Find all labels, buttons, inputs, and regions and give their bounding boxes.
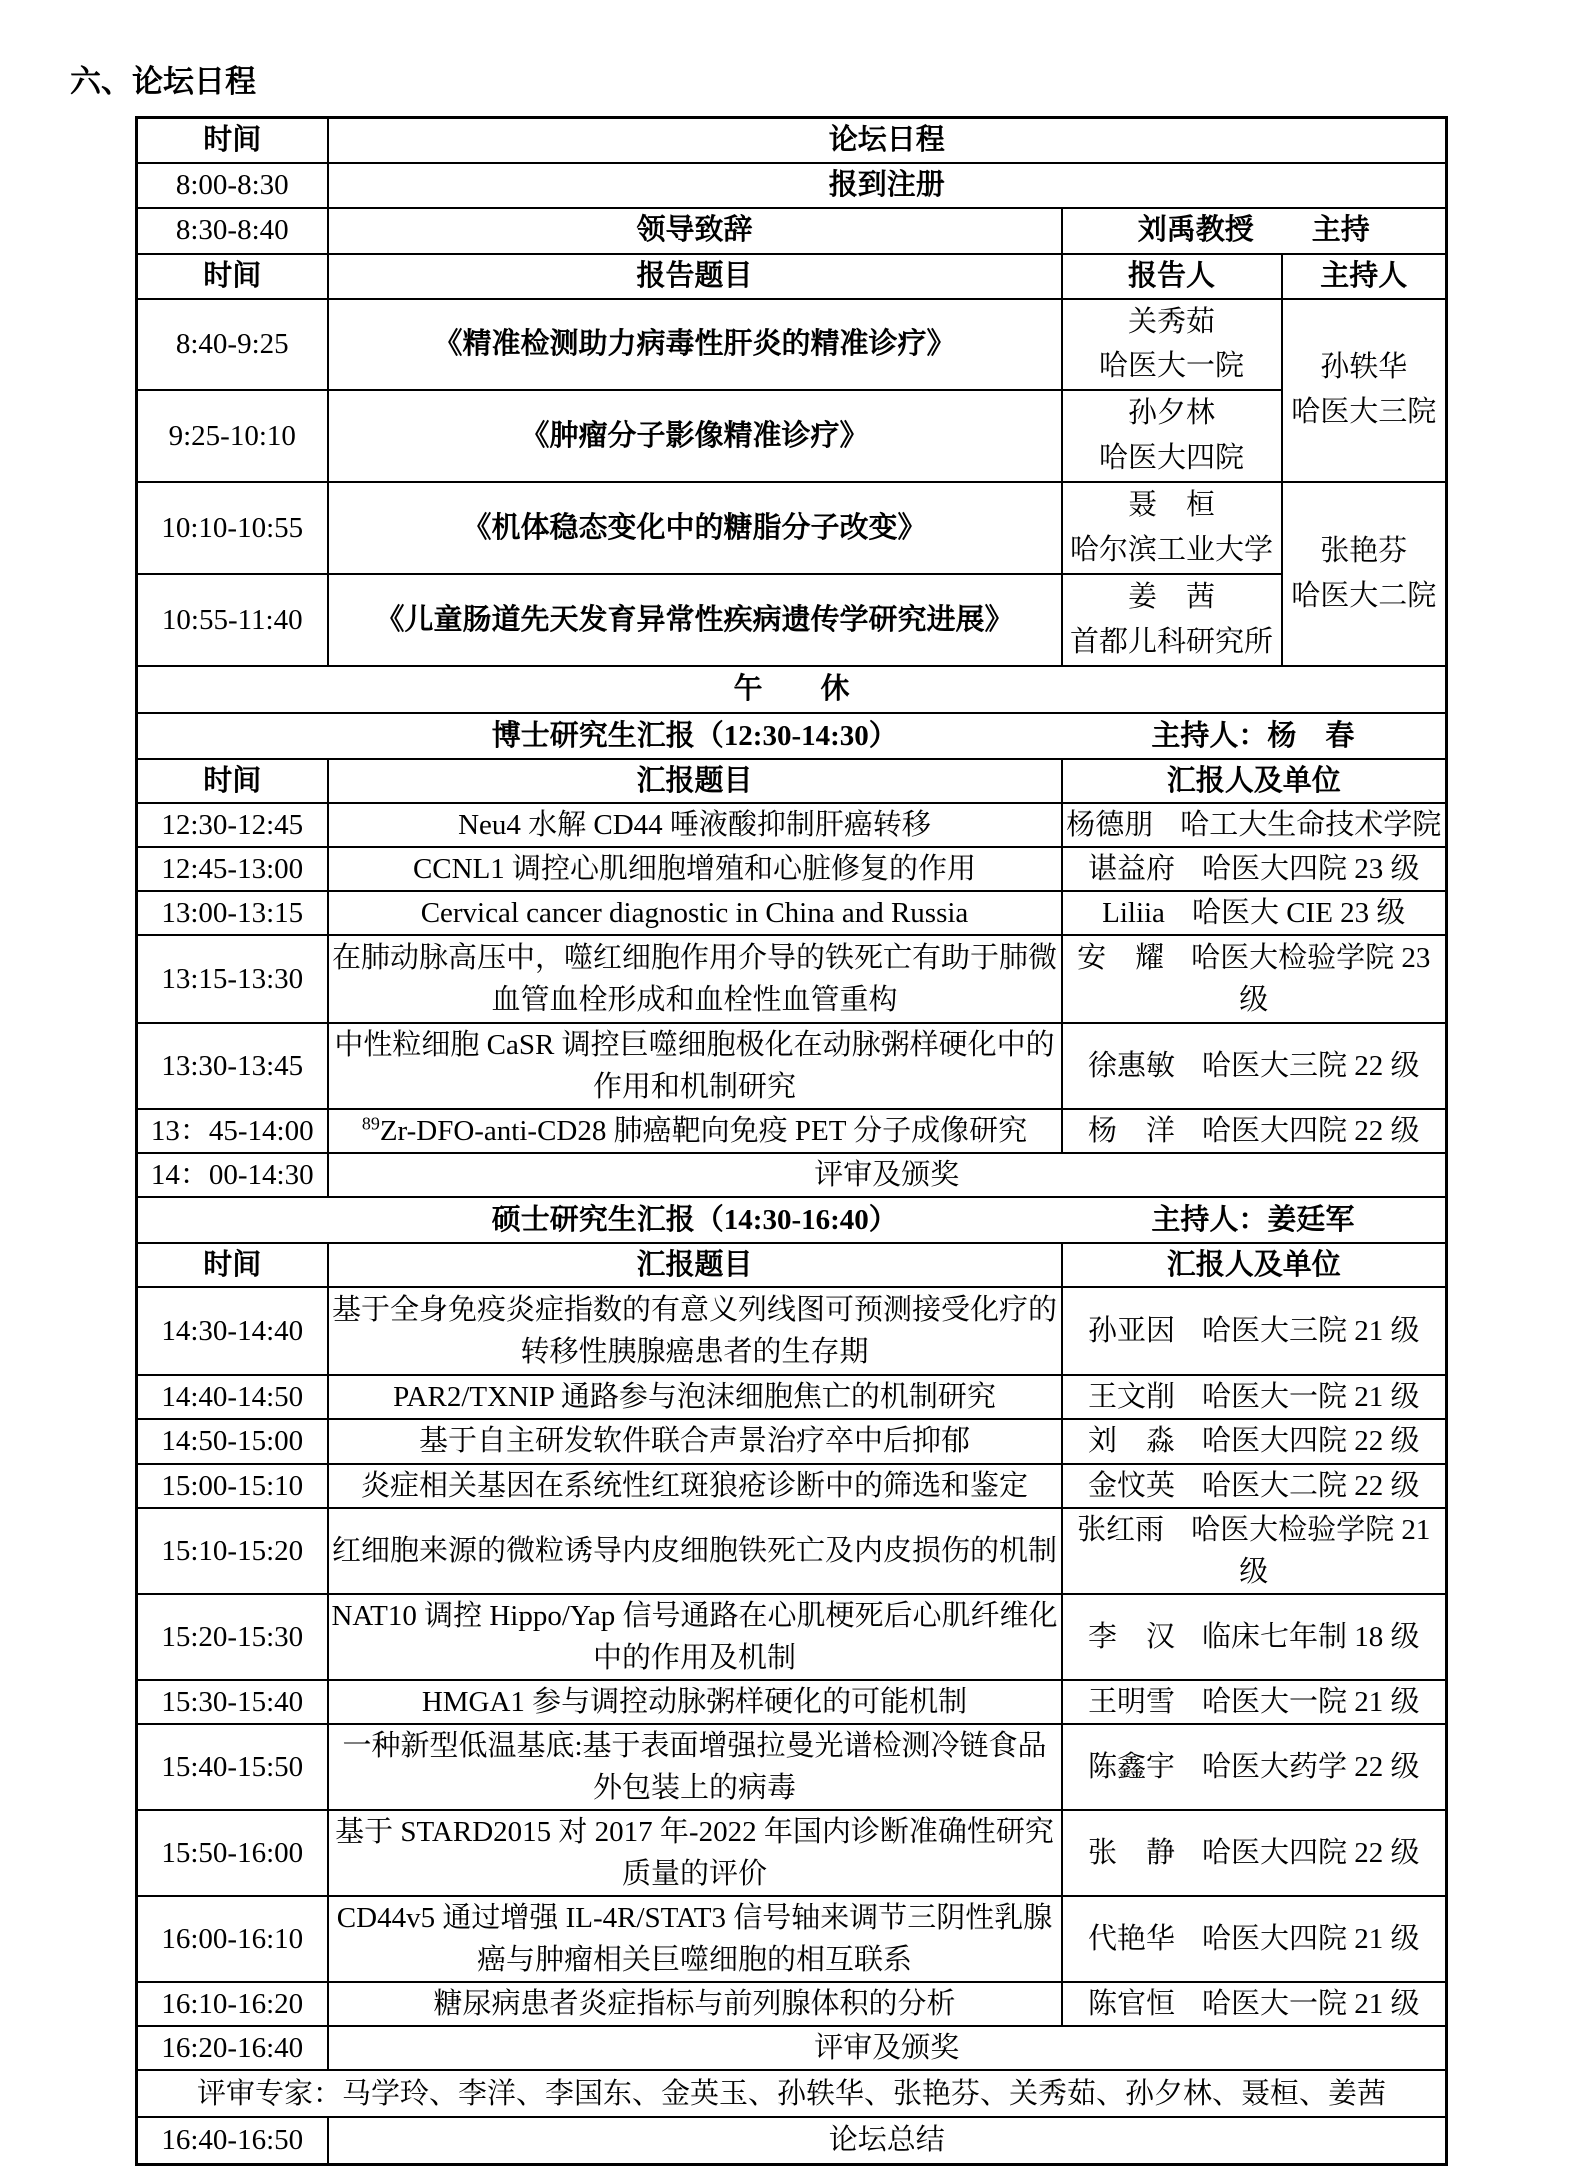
talk-time: 9:25-10:10 xyxy=(137,390,328,482)
presenter-unit: 哈医大四院 23 级 xyxy=(1202,853,1420,886)
isotope-superscript: 89 xyxy=(361,1113,380,1134)
talk-title: 《肿瘤分子影像精准诊疗》 xyxy=(328,390,1062,482)
talk-presenter xyxy=(1062,1594,1447,1680)
talk-title: 糖尿病患者炎症指标与前列腺体积的分析 xyxy=(328,1982,1062,2026)
presenter-name: 陈官恒 xyxy=(1087,1988,1175,2021)
col-header-host: 主持人 xyxy=(1282,254,1447,299)
talk-title: 中性粒细胞 CaSR 调控巨噬细胞极化在动脉粥样硬化中的作用和机制研究 xyxy=(328,1023,1062,1109)
talk-time: 14:40-14:50 xyxy=(137,1375,328,1419)
table-row xyxy=(137,2026,1447,2070)
talk-time: 15:40-15:50 xyxy=(137,1724,328,1810)
talk-time: 13:00-13:15 xyxy=(137,891,328,935)
speaker-name: 姜 茜 xyxy=(1127,581,1215,614)
presenter-name: 张红雨 xyxy=(1077,1513,1165,1546)
speaker-name: 关秀茹 xyxy=(1127,305,1215,338)
review-experts: 评审专家：马学玲、李洋、李国东、金英玉、孙轶华、张艳芬、关秀茹、孙夕林、聂桓、姜茜 xyxy=(137,2070,1447,2117)
talk-speaker xyxy=(1062,390,1282,482)
col-header-title: 汇报题目 xyxy=(328,759,1062,803)
presenter-name: 杨 洋 xyxy=(1087,1115,1175,1148)
table-row xyxy=(137,666,1447,713)
table-row xyxy=(137,574,1447,666)
presenter-unit: 哈医大四院 22 级 xyxy=(1202,1115,1420,1148)
talk-presenter xyxy=(1062,1419,1447,1463)
talk-presenter xyxy=(1062,1896,1447,1982)
col-header-time: 时间 xyxy=(137,254,328,299)
table-row xyxy=(137,759,1447,803)
talk-presenter xyxy=(1062,1724,1447,1810)
talk-title: 基于 STARD2015 对 2017 年-2022 年国内诊断准确性研究质量的评价 xyxy=(328,1810,1062,1896)
presenter-name: 李 汉 xyxy=(1087,1620,1175,1653)
col-header-time: 时间 xyxy=(137,1243,328,1287)
talk-title-text: Zr-DFO-anti-CD28 肺癌靶向免疫 PET 分子成像研究 xyxy=(379,1115,1028,1148)
talk-time: 14:30-14:40 xyxy=(137,1287,328,1375)
speaker-name: 聂 桓 xyxy=(1127,489,1215,522)
table-row xyxy=(137,1419,1447,1463)
presenter-unit: 哈医大四院 22 级 xyxy=(1202,1425,1420,1458)
talk-time: 13：45-14:00 xyxy=(137,1109,328,1153)
review-time: 16:20-16:40 xyxy=(137,2026,328,2070)
col-header-presenter: 汇报人及单位 xyxy=(1062,1243,1447,1287)
talk-presenter xyxy=(1062,1508,1447,1594)
presenter-unit: 哈医大 CIE 23 级 xyxy=(1191,897,1406,930)
talk-presenter xyxy=(1062,1464,1447,1508)
talk-title: NAT10 调控 Hippo/Yap 信号通路在心肌梗死后心肌纤维化中的作用及机制 xyxy=(328,1594,1062,1680)
talk-title: Cervical cancer diagnostic in China and Russia xyxy=(328,891,1062,935)
summary-label: 论坛总结 xyxy=(328,2117,1447,2164)
presenter-unit: 哈医大检验学院 23 级 xyxy=(1191,942,1431,1017)
talk-presenter xyxy=(1062,1810,1447,1896)
presenter-name: Liliia xyxy=(1102,897,1165,930)
talk-presenter xyxy=(1062,803,1447,847)
review-label: 评审及颁奖 xyxy=(328,1153,1447,1197)
presenter-unit: 哈医大一院 21 级 xyxy=(1202,1381,1420,1414)
col-header-time: 时间 xyxy=(137,759,328,803)
talk-speaker xyxy=(1062,299,1282,391)
presenter-name: 谌益府 xyxy=(1087,853,1175,886)
talk-presenter xyxy=(1062,1375,1447,1419)
table-row xyxy=(137,713,1447,759)
lunch-break-label: 午 休 xyxy=(137,666,1447,713)
header-time: 时间 xyxy=(137,118,328,163)
table-row xyxy=(137,803,1447,847)
talk-title: HMGA1 参与调控动脉粥样硬化的可能机制 xyxy=(328,1680,1062,1724)
presenter-unit: 哈医大二院 22 级 xyxy=(1202,1469,1420,1502)
talk-title: 《儿童肠道先天发育异常性疾病遗传学研究进展》 xyxy=(328,574,1062,666)
presenter-name: 代艳华 xyxy=(1087,1923,1175,1955)
phd-session-title: 博士研究生汇报（12:30-14:30） xyxy=(491,719,898,752)
talk-time: 10:10-10:55 xyxy=(137,482,328,574)
talk-title: 《精准检测助力病毒性肝炎的精准诊疗》 xyxy=(328,299,1062,391)
talk-title: 基于自主研发软件联合声景治疗卒中后抑郁 xyxy=(328,1419,1062,1463)
speaker-unit: 哈尔滨工业大学 xyxy=(1069,534,1273,567)
table-row xyxy=(137,1109,1447,1153)
table-row xyxy=(137,1287,1447,1375)
table-row xyxy=(137,1896,1447,1982)
host-name: 孙轶华 xyxy=(1320,351,1408,384)
talk-time: 15:20-15:30 xyxy=(137,1594,328,1680)
talk-title: CD44v5 通过增强 IL-4R/STAT3 信号轴来调节三阴性乳腺癌与肿瘤相关巨噬细胞的相互联系 xyxy=(328,1896,1062,1982)
table-row xyxy=(137,1594,1447,1680)
presenter-unit: 哈医大检验学院 21 级 xyxy=(1191,1513,1431,1588)
review-time: 14：00-14:30 xyxy=(137,1153,328,1197)
col-header-title: 报告题目 xyxy=(328,254,1062,299)
speaker-unit: 首都儿科研究所 xyxy=(1069,626,1273,659)
host-unit: 哈医大三院 xyxy=(1291,396,1437,429)
table-row xyxy=(137,1810,1447,1896)
table-row xyxy=(137,299,1447,391)
talk-presenter xyxy=(1062,1109,1447,1153)
table-row xyxy=(137,1153,1447,1197)
host-unit: 哈医大二院 xyxy=(1291,580,1437,613)
session-host-cell xyxy=(1282,299,1447,483)
presenter-name: 安 耀 xyxy=(1077,942,1165,975)
phd-session-host: 主持人：杨 春 xyxy=(1151,719,1355,752)
presenter-name: 徐惠敏 xyxy=(1087,1050,1175,1083)
talk-speaker xyxy=(1062,574,1282,666)
col-header-speaker: 报告人 xyxy=(1062,254,1282,299)
talk-time: 12:45-13:00 xyxy=(137,847,328,891)
talk-title: PAR2/TXNIP 通路参与泡沫细胞焦亡的机制研究 xyxy=(328,1375,1062,1419)
talk-presenter xyxy=(1062,1287,1447,1375)
talk-time: 15:50-16:00 xyxy=(137,1810,328,1896)
talk-title: Neu4 水解 CD44 唾液酸抑制肝癌转移 xyxy=(328,803,1062,847)
talk-title: 炎症相关基因在系统性红斑狼疮诊断中的筛选和鉴定 xyxy=(328,1464,1062,1508)
table-row xyxy=(137,847,1447,891)
registration-label: 报到注册 xyxy=(328,163,1447,208)
presenter-name: 张 静 xyxy=(1087,1836,1175,1869)
presenter-unit: 哈医大三院 22 级 xyxy=(1202,1050,1420,1083)
table-row xyxy=(137,1680,1447,1724)
header-agenda: 论坛日程 xyxy=(328,118,1447,163)
table-row xyxy=(137,1023,1447,1109)
talk-presenter xyxy=(1062,935,1447,1023)
talk-time: 15:00-15:10 xyxy=(137,1464,328,1508)
msc-session-header xyxy=(137,1197,1447,1243)
talk-title: 一种新型低温基底:基于表面增强拉曼光谱检测冷链食品外包装上的病毒 xyxy=(328,1724,1062,1810)
presenter-name: 孙亚因 xyxy=(1087,1315,1175,1348)
page-title: 六、论坛日程 xyxy=(70,64,256,99)
presenter-name: 金忟英 xyxy=(1087,1469,1175,1502)
talk-title: 《机体稳态变化中的糖脂分子改变》 xyxy=(328,482,1062,574)
table-row xyxy=(137,254,1447,299)
talk-title: 在肺动脉高压中，噬红细胞作用介导的铁死亡有助于肺微血管血栓形成和血栓性血管重构 xyxy=(328,935,1062,1023)
presenter-unit: 哈医大一院 21 级 xyxy=(1202,1988,1420,2021)
review-label: 评审及颁奖 xyxy=(328,2026,1447,2070)
table-row xyxy=(137,1464,1447,1508)
table-row xyxy=(137,1243,1447,1287)
talk-time: 10:55-11:40 xyxy=(137,574,328,666)
talk-presenter xyxy=(1062,847,1447,891)
phd-session-header xyxy=(137,713,1447,759)
table-row xyxy=(137,1982,1447,2026)
presenter-name: 杨德朋 xyxy=(1066,809,1154,842)
presenter-name: 陈鑫宇 xyxy=(1087,1750,1175,1783)
presenter-unit: 哈医大三院 21 级 xyxy=(1202,1315,1420,1348)
table-row xyxy=(137,482,1447,574)
table-row xyxy=(137,163,1447,208)
talk-title: 红细胞来源的微粒诱导内皮细胞铁死亡及内皮损伤的机制 xyxy=(328,1508,1062,1594)
registration-time: 8:00-8:30 xyxy=(137,163,328,208)
col-header-presenter: 汇报人及单位 xyxy=(1062,759,1447,803)
talk-time: 12:30-12:45 xyxy=(137,803,328,847)
talk-time: 15:10-15:20 xyxy=(137,1508,328,1594)
talk-presenter xyxy=(1062,891,1447,935)
talk-presenter xyxy=(1062,1023,1447,1109)
talk-time: 15:30-15:40 xyxy=(137,1680,328,1724)
presenter-unit: 哈医大一院 21 级 xyxy=(1202,1685,1420,1718)
opening-label: 领导致辞 xyxy=(328,208,1062,254)
talk-time: 13:30-13:45 xyxy=(137,1023,328,1109)
speaker-unit: 哈医大四院 xyxy=(1098,442,1244,475)
presenter-name: 王文削 xyxy=(1087,1381,1175,1414)
talk-time: 13:15-13:30 xyxy=(137,935,328,1023)
table-row xyxy=(137,208,1447,254)
presenter-unit: 哈工大生命技术学院 xyxy=(1180,809,1442,842)
table-row xyxy=(137,1197,1447,1243)
presenter-name: 刘 淼 xyxy=(1087,1425,1175,1458)
table-row xyxy=(137,891,1447,935)
table-row xyxy=(137,390,1447,482)
talk-speaker xyxy=(1062,482,1282,574)
table-row xyxy=(137,1724,1447,1810)
talk-time: 14:50-15:00 xyxy=(137,1419,328,1463)
table-row xyxy=(137,118,1447,163)
speaker-name: 孙夕林 xyxy=(1127,397,1215,430)
presenter-unit: 哈医大四院 22 级 xyxy=(1202,1836,1420,1869)
presenter-name: 王明雪 xyxy=(1087,1685,1175,1718)
msc-session-host: 主持人：姜廷军 xyxy=(1151,1204,1355,1237)
speaker-unit: 哈医大一院 xyxy=(1098,350,1244,383)
presenter-unit: 临床七年制 18 级 xyxy=(1202,1620,1420,1653)
talk-time: 16:10-16:20 xyxy=(137,1982,328,2026)
opening-host: 刘禹教授 主持 xyxy=(1062,208,1447,254)
talk-presenter xyxy=(1062,1982,1447,2026)
talk-time: 16:00-16:10 xyxy=(137,1896,328,1982)
table-row xyxy=(137,2117,1447,2164)
opening-time: 8:30-8:40 xyxy=(137,208,328,254)
talk-title: CCNL1 调控心肌细胞增殖和心脏修复的作用 xyxy=(328,847,1062,891)
talk-title: 基于全身免疫炎症指数的有意义列线图可预测接受化疗的转移性胰腺癌患者的生存期 xyxy=(328,1287,1062,1375)
col-header-title: 汇报题目 xyxy=(328,1243,1062,1287)
session-host-cell xyxy=(1282,482,1447,666)
presenter-unit: 哈医大药学 22 级 xyxy=(1202,1750,1420,1783)
talk-time: 8:40-9:25 xyxy=(137,299,328,391)
talk-presenter xyxy=(1062,1680,1447,1724)
table-row xyxy=(137,2070,1447,2117)
summary-time: 16:40-16:50 xyxy=(137,2117,328,2164)
host-name: 张艳芬 xyxy=(1320,535,1408,568)
table-row xyxy=(137,1375,1447,1419)
forum-agenda-table xyxy=(135,116,1448,2166)
talk-title xyxy=(328,1109,1062,1153)
table-row xyxy=(137,935,1447,1023)
msc-session-title: 硕士研究生汇报（14:30-16:40） xyxy=(491,1204,898,1237)
table-row xyxy=(137,1508,1447,1594)
presenter-unit: 哈医大四院 21 级 xyxy=(1202,1923,1420,1955)
